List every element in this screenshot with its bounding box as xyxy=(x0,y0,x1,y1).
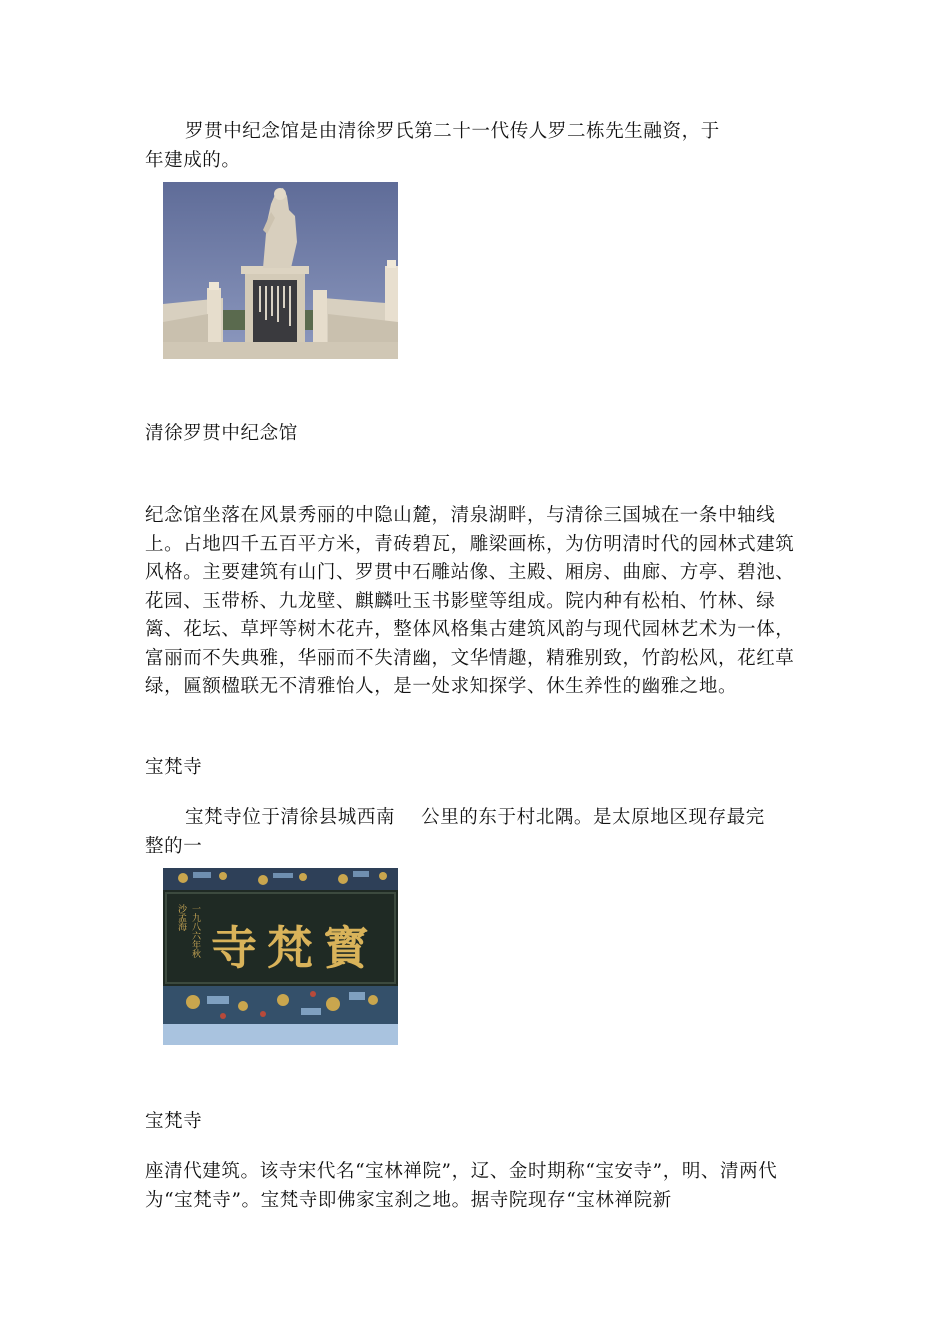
temple-intro-paragraph xyxy=(145,804,810,861)
plaque-characters: 寺梵寳 xyxy=(211,921,379,975)
temple-intro-part-a: 宝梵寺位于清徐县城西南 xyxy=(185,807,396,828)
temple-heading: 宝梵寺 xyxy=(145,757,203,778)
temple-plaque-photo xyxy=(163,868,398,1045)
memorial-caption: 清徐罗贯中纪念馆 xyxy=(145,423,298,444)
plaque-inscription-name: 沙孟海 xyxy=(176,904,186,931)
intro-line: 罗贯中纪念馆是由清徐罗氏第二十一代传人罗二栋先生融资，于 xyxy=(185,121,720,142)
temple-intro-part-b: 公里的东于村北隅。是太原地区现存最完 xyxy=(421,807,765,828)
memorial-description: 纪念馆坐落在风景秀丽的中隐山麓，清泉湖畔，与清徐三国城在一条中轴线上。占地四千五百平方米，青砖碧瓦，雕梁画栋，为仿明清时代的园林式建筑风格。主要建筑有山门、罗贯中石雕站像、主殿、厢房、曲廊、方亭、碧池、花园、玉带桥、九龙壁、麒麟吐玉书影壁等组成。院内种有松柏、竹林、绿篱、花坛、草坪等树木花卉，整体风格集古建筑风韵与现代园林艺术为一体，富丽而不失典雅，华丽而不失清幽，文华情趣，精雅别致，竹韵松风，花红草绿，匾额楹联无不清雅怡人，是一处求知探学、休生养性的幽雅之地。 xyxy=(145,505,795,697)
temple-intro-continuation: 整的一 xyxy=(145,835,203,857)
temple-photo-caption: 宝梵寺 xyxy=(145,1111,203,1132)
intro-continuation: 年建成的。 xyxy=(145,149,241,171)
plaque-image xyxy=(163,868,398,1045)
plaque-inscription-date: 一九八六年秋 xyxy=(190,904,200,958)
statue-photo xyxy=(163,182,398,359)
statue-image xyxy=(163,182,398,359)
intro-paragraph xyxy=(145,118,810,175)
temple-description: 座清代建筑。该寺宋代名“宝林禅院”，辽、金时期称“宝安寺”，明、清两代为“宝梵寺”。宝梵寺即佛家宝刹之地。据寺院现存“宝林禅院新 xyxy=(145,1161,778,1211)
